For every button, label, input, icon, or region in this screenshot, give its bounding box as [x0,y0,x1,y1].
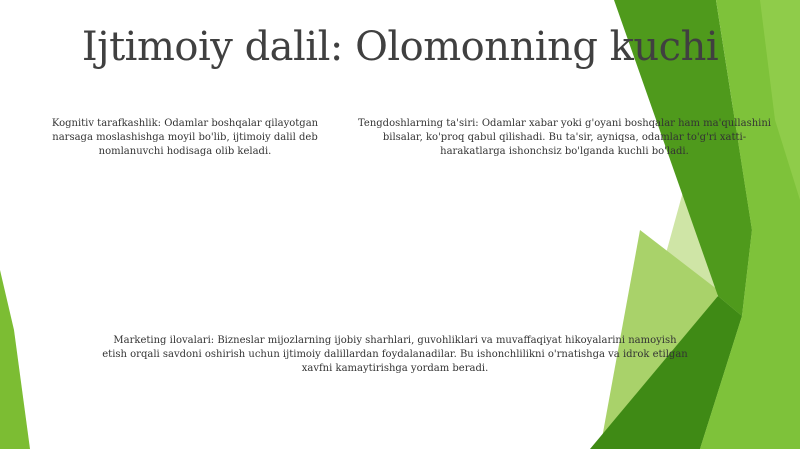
text-block-cognitive-bias: Kognitiv tarafkashlik: Odamlar boshqalar qilayotgan narsaga moslashishga moyil bo'lib, ijtimoiy dalil deb nomlanuvchi hodisaga olib keladi. [51,118,319,157]
text-block-peer-influence: Tengdoshlarning ta'siri: Odamlar xabar yoki g'oyani boshqalar ham ma'qullashini bilsalar, ko'proq qabul qilishadi. Bu ta'sir, ayniqsa, odamlar to'g'ri xatti-harakatlarga ishonchsiz bo'lganda kuchli bo'ladi. [358,118,771,157]
text-block-marketing: Marketing ilovalari: Bizneslar mijozlarning ijobiy sharhlari, guvohliklari va muvaffaqiyat hikoyalarini namoyish etish orqali savdoni oshirish uchun ijtimoiy dalillardan foydalanadilar. Bu ishonchlilikni o'rnatishga va idrok etilgan xavfni kamaytirishga yordam beradi. [102,335,688,374]
left-edge-shape [0,270,30,449]
slide-title: Ijtimoiy dalil: Olomonning kuchi [81,24,719,70]
